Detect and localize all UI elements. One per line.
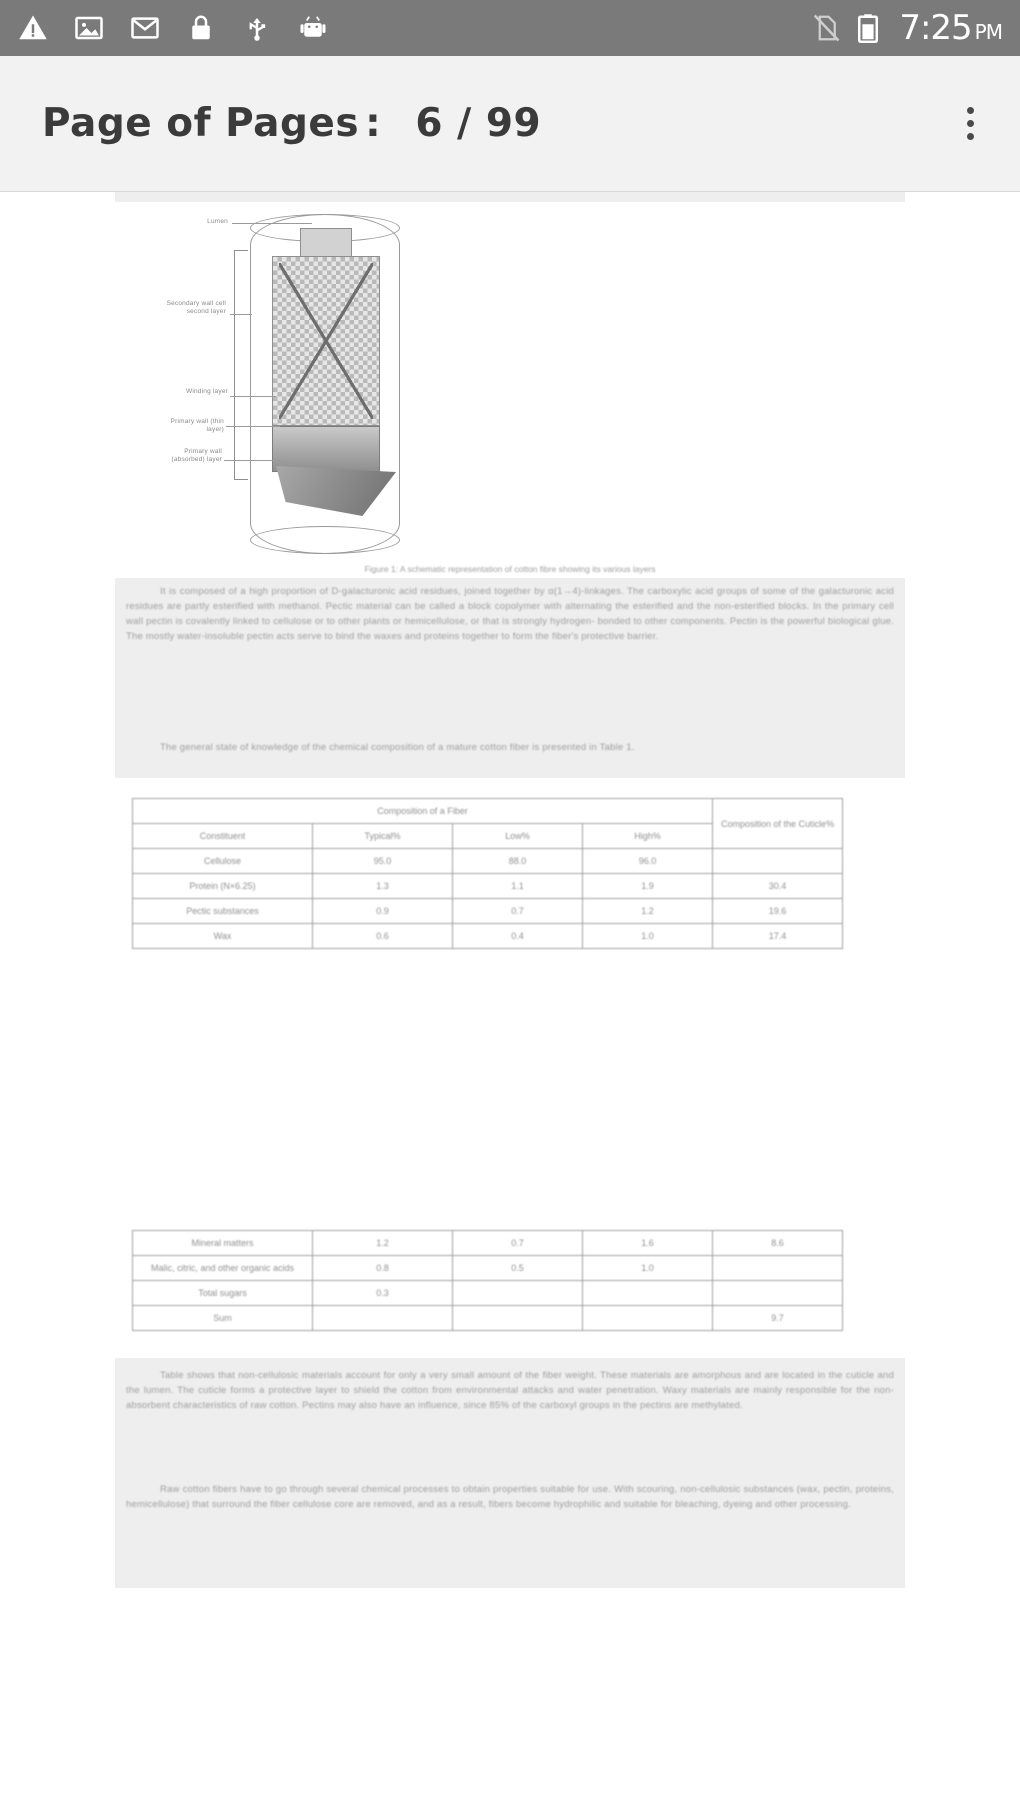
overflow-dot-3	[967, 133, 974, 140]
paragraph-2: The general state of knowledge of the chemical composition of a mature cotton fiber is presented in Table 1.	[160, 742, 635, 753]
cell-typical: 1.3	[313, 874, 453, 899]
cell-constituent: Total sugars	[133, 1281, 313, 1306]
cell-cuticle: 30.4	[713, 874, 843, 899]
cell-constituent: Pectic substances	[133, 899, 313, 924]
cell-typical: 0.3	[313, 1281, 453, 1306]
status-bar-system-icons	[811, 8, 1002, 48]
usb-icon	[242, 13, 272, 43]
composition-table-1	[132, 798, 843, 949]
figure-leader-lumen	[232, 223, 312, 224]
cell-cuticle: 17.4	[713, 924, 843, 949]
cell-high	[583, 1306, 713, 1331]
cell-typical: 0.6	[313, 924, 453, 949]
cell-low: 0.4	[453, 924, 583, 949]
cell-cuticle: 9.7	[713, 1306, 843, 1331]
cell-cuticle	[713, 1281, 843, 1306]
cell-typical: 1.2	[313, 1231, 453, 1256]
overflow-dot-2	[967, 120, 974, 127]
overflow-dot-1	[967, 107, 974, 114]
pdf-page	[0, 192, 1020, 1817]
table-row	[133, 924, 843, 949]
page-title-prefix: Page of Pages	[42, 101, 360, 146]
cell-constituent: Cellulose	[133, 849, 313, 874]
table-col-high: High%	[583, 824, 713, 849]
cell-high: 96.0	[583, 849, 713, 874]
figure-label-primary-wall-absorbed: Primary wall (absorbed) layer	[171, 448, 222, 464]
cotton-fiber-figure	[166, 204, 450, 564]
table-row-header-span	[133, 799, 843, 824]
figure-caption: Figure 1: A schematic representation of cotton fibre showing its various layers	[364, 564, 656, 574]
page-title	[42, 101, 950, 146]
cell-cuticle: 8.6	[713, 1231, 843, 1256]
page-title-separator: :	[365, 101, 382, 146]
paragraph-1: It is composed of a high proportion of D-galacturonic acid residues, joined together by α(1→4)-linkages. The carboxylic acid groups of some of the galacturonic acid residues are partly esterified with methanol. Pectic material can be called a block copolymer with alternating the esterified and the non-esterified blocks. In the primary cell wall pectin is covalently linked to cellulose or to other plants or hemicellulose, or that is strongly hydrogen- bonded to other components. Pectin is the powerful biological glue. The mostly water-insoluble pectin acts serve to bind the waxes and proteins together to form the fiber's protective barrier.	[126, 586, 894, 642]
cell-cuticle: 19.6	[713, 899, 843, 924]
more-options-button[interactable]	[950, 96, 990, 152]
cell-high: 1.9	[583, 874, 713, 899]
page-indicator: 6 / 99	[415, 101, 542, 146]
figure-winding-layer	[272, 426, 380, 472]
cell-low: 1.1	[453, 874, 583, 899]
table-header-composition-fiber: Composition of a Fiber	[133, 799, 713, 824]
figure-label-secondary-wall: Secondary wall cell second layer	[166, 300, 226, 316]
android-robot-icon	[298, 13, 328, 43]
figure-secondary-wall	[272, 256, 380, 426]
table-row	[133, 1231, 843, 1256]
status-bar	[0, 0, 1020, 56]
figure-brace	[234, 250, 248, 480]
page-background-band-top	[115, 192, 905, 202]
cell-high	[583, 1281, 713, 1306]
figure-leader-primary-wall-absorbed	[224, 460, 284, 461]
cell-high: 1.0	[583, 1256, 713, 1281]
table-col-low: Low%	[453, 824, 583, 849]
cell-cuticle	[713, 1256, 843, 1281]
figure-leader-secondary-wall	[230, 314, 252, 315]
cell-low: 88.0	[453, 849, 583, 874]
figure-label-winding-layer: Winding layer	[186, 388, 228, 395]
table-row	[133, 874, 843, 899]
table-header-composition-cuticle: Composition of the Cuticle%	[713, 799, 843, 849]
cell-typical: 95.0	[313, 849, 453, 874]
cell-typical	[313, 1306, 453, 1331]
cell-high: 1.0	[583, 924, 713, 949]
battery-icon	[855, 13, 885, 43]
cell-low	[453, 1306, 583, 1331]
cell-typical: 0.9	[313, 899, 453, 924]
warning-triangle-icon	[18, 13, 48, 43]
cell-constituent: Sum	[133, 1306, 313, 1331]
cell-cuticle	[713, 849, 843, 874]
cell-typical: 0.8	[313, 1256, 453, 1281]
figure-label-primary-wall: Primary wall (thin layer)	[170, 418, 224, 434]
figure-label-lumen: Lumen	[207, 218, 228, 225]
cell-high: 1.2	[583, 899, 713, 924]
cell-constituent: Malic, citric, and other organic acids	[133, 1256, 313, 1281]
table-row	[133, 849, 843, 874]
status-bar-clock: 7:25 PM	[899, 8, 1002, 48]
figure-leader-primary-wall	[226, 426, 280, 427]
table-row	[133, 1306, 843, 1331]
figure-lumen-neck	[300, 228, 352, 258]
cell-constituent: Protein (N×6.25)	[133, 874, 313, 899]
table-row	[133, 1256, 843, 1281]
cell-constituent: Wax	[133, 924, 313, 949]
document-viewport[interactable]	[0, 192, 1020, 1817]
cell-low: 0.7	[453, 1231, 583, 1256]
cell-constituent: Mineral matters	[133, 1231, 313, 1256]
cell-low: 0.5	[453, 1256, 583, 1281]
figure-leader-winding-layer	[230, 396, 276, 397]
email-icon	[130, 13, 160, 43]
sim-card-off-icon	[811, 13, 841, 43]
status-bar-notification-icons	[18, 13, 811, 43]
app-bar	[0, 56, 1020, 192]
table-col-constituent: Constituent	[133, 824, 313, 849]
cell-low	[453, 1281, 583, 1306]
table-row	[133, 899, 843, 924]
lock-icon	[186, 13, 216, 43]
paragraph-3: Table shows that non-cellulosic materials account for only a very small amount of the fiber weight. These materials are amorphous and are located in the cuticle and the lumen. The cuticle forms a protective layer to shield the cotton from environmental attacks and water penetration. Waxy materials are mainly responsible for the non-absorbent characteristics of raw cotton. Pectins may also have an influence, since 85% of the carboxyl groups in the pectins are methylated.	[126, 1370, 894, 1411]
composition-table-1-continued	[132, 1230, 843, 1331]
image-icon	[74, 13, 104, 43]
table-row	[133, 1281, 843, 1306]
table-col-typical: Typical%	[313, 824, 453, 849]
paragraph-4: Raw cotton fibers have to go through several chemical processes to obtain properties suitable for use. With scouring, non-cellulosic substances (wax, pectin, proteins, hemicellulose) that surround the fiber cellulose core are removed, and as a result, fibers become hydrophilic and suitable for bleaching, dyeing and other processing.	[126, 1484, 894, 1510]
cell-high: 1.6	[583, 1231, 713, 1256]
figure-cylinder-bottom-ellipse	[250, 526, 400, 554]
cell-low: 0.7	[453, 899, 583, 924]
